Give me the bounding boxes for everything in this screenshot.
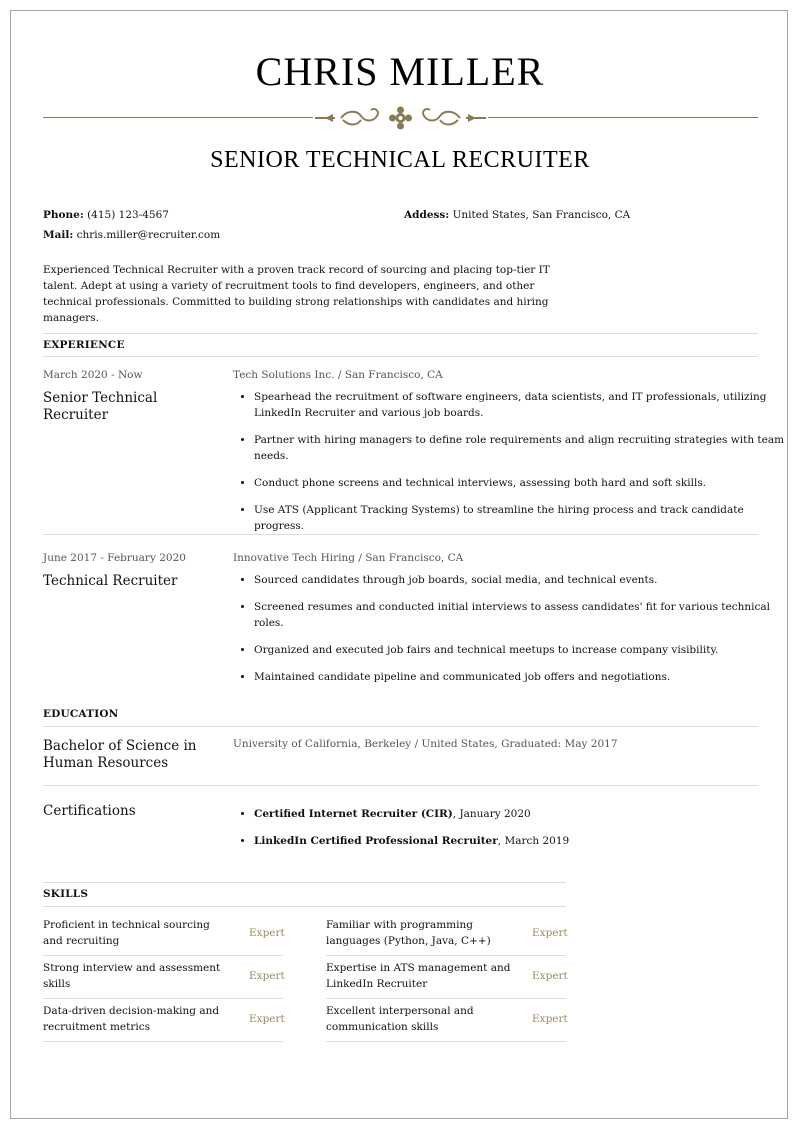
cert-list	[240, 806, 794, 860]
divider	[43, 333, 758, 334]
divider	[43, 998, 283, 999]
address-line	[404, 209, 630, 221]
profile-summary: Experienced Technical Recruiter with a proven track record of sourcing and placing top-tier IT talent. Adept at using a variety of recruitment tools to find developers, engineers, and other technical professionals. Committed to building strong relationships with candidates and hiring managers.	[43, 264, 550, 324]
list-item: • Partner with hiring managers to define role requirements and align recruiting strategies with team needs.	[254, 432, 794, 464]
list-item: • Spearhead the recruitment of software engineers, data scientists, and IT professionals, utilizing LinkedIn Recruiter and various job boards.	[254, 389, 794, 421]
skill-level: Expert	[249, 927, 285, 939]
job-title: SENIOR TECHNICAL RECRUITER	[210, 147, 590, 173]
page-border	[10, 10, 788, 1119]
list-item	[254, 806, 794, 822]
cert-date: , January 2020	[452, 808, 531, 820]
list-item: • Maintained candidate pipeline and communicated job offers and negotiations.	[254, 669, 794, 685]
divider	[43, 906, 566, 907]
phone-label: Phone:	[43, 209, 84, 221]
ornament-line-right	[488, 117, 758, 118]
skill-name: Proficient in technical sourcing and recruiting	[43, 919, 210, 947]
divider	[326, 1041, 566, 1042]
job-company: Tech Solutions Inc. / San Francisco, CA	[233, 369, 443, 381]
job-bullets	[240, 572, 794, 696]
candidate-name: CHRIS MILLER	[255, 49, 545, 94]
skill-name: Excellent interpersonal and communication skills	[326, 1005, 474, 1033]
address-label: Addess:	[404, 209, 450, 221]
list-item: • Use ATS (Applicant Tracking Systems) to streamline the hiring process and track candidate progress.	[254, 502, 794, 534]
cert-name: LinkedIn Certified Professional Recruiter	[254, 835, 498, 847]
cert-name: Certified Internet Recruiter (CIR)	[254, 808, 453, 820]
job-dates: June 2017 - February 2020	[43, 552, 186, 564]
job-company: Innovative Tech Hiring / San Francisco, CA	[233, 552, 464, 564]
certifications-title: Certifications	[43, 803, 136, 819]
cert-date: , March 2019	[497, 835, 570, 847]
divider	[43, 356, 758, 357]
school-info: University of California, Berkeley / United States, Graduated: May 2017	[233, 738, 618, 750]
divider	[43, 534, 758, 535]
skill-level: Expert	[532, 970, 568, 982]
experience-heading: EXPERIENCE	[43, 339, 125, 351]
job-role: Technical Recruiter	[43, 573, 178, 589]
divider	[43, 726, 758, 727]
mail-label: Mail:	[43, 229, 74, 241]
education-heading: EDUCATION	[43, 708, 119, 720]
mail-line	[43, 229, 220, 241]
skills-heading: SKILLS	[43, 888, 89, 900]
ornament-line-left	[43, 117, 313, 118]
skill-level: Expert	[532, 1013, 568, 1025]
list-item: • Organized and executed job fairs and technical meetups to increase company visibility.	[254, 642, 794, 658]
list-item: • Sourced candidates through job boards, social media, and technical events.	[254, 572, 794, 588]
divider	[326, 955, 566, 956]
phone-line	[43, 209, 169, 221]
divider	[43, 1041, 283, 1042]
skill-name: Expertise in ATS management and LinkedIn Recruiter	[326, 962, 511, 990]
divider	[43, 882, 566, 883]
degree-title: Bachelor of Science in Human Resources	[43, 738, 197, 771]
job-bullets	[240, 389, 794, 545]
job-role: Senior Technical Recruiter	[43, 390, 158, 423]
list-item	[254, 833, 794, 849]
skill-level: Expert	[249, 970, 285, 982]
skill-name: Data-driven decision-making and recruitment metrics	[43, 1005, 220, 1033]
list-item: • Screened resumes and conducted initial interviews to assess candidates' fit for various technical roles.	[254, 599, 794, 631]
address-value: United States, San Francisco, CA	[452, 209, 631, 221]
divider	[43, 955, 283, 956]
divider	[43, 785, 758, 786]
flourish-icon	[313, 104, 488, 132]
divider	[326, 998, 566, 999]
job-dates: March 2020 - Now	[43, 369, 143, 381]
mail-value[interactable]: chris.miller@recruiter.com	[76, 229, 221, 241]
skill-name: Familiar with programming languages (Python, Java, C++)	[326, 919, 491, 947]
skill-name: Strong interview and assessment skills	[43, 962, 221, 990]
skill-level: Expert	[532, 927, 568, 939]
list-item: • Conduct phone screens and technical interviews, assessing both hard and soft skills.	[254, 475, 794, 491]
phone-value: (415) 123-4567	[87, 209, 169, 221]
header-ornament	[43, 104, 758, 132]
skill-level: Expert	[249, 1013, 285, 1025]
